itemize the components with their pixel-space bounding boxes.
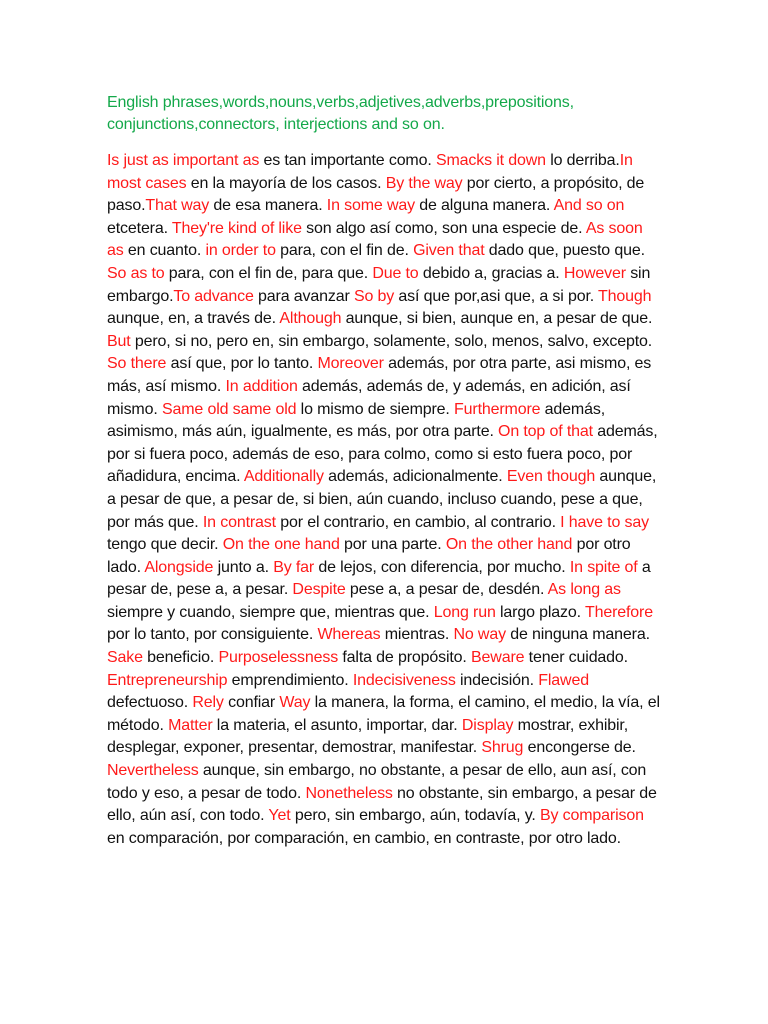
entry-translation: aunque, sin embargo, no obstante, a pesar de ello, aun así, con todo y eso, a pesar de todo.	[107, 762, 647, 802]
entry-term: Is just as important as	[107, 152, 260, 169]
entry-term: Alongside	[144, 558, 214, 576]
entry-translation: en la mayoría de los casos.	[186, 174, 386, 192]
document-body	[107, 150, 662, 850]
entry-term: Rely	[192, 694, 224, 712]
entry-term: Matter	[168, 716, 213, 734]
entry-term: Purposelessness	[218, 649, 339, 667]
entry-term: That way	[145, 197, 210, 215]
document-heading: English phrases,words,nouns,verbs,adjetives,adverbs,prepositions, conjunctions,connectors, interjections and so on.	[107, 94, 574, 133]
entry-term: Flawed	[538, 671, 589, 689]
entry-term: As long as	[547, 581, 621, 599]
entry-term: In addition	[225, 377, 298, 395]
entry-term: Yet	[268, 807, 291, 825]
entry-translation: encongerse de.	[523, 739, 636, 757]
entry-translation: son algo así como, son una especie de.	[301, 219, 586, 237]
entry-term: Beware	[471, 649, 525, 667]
entry-term: Sake	[107, 649, 143, 667]
entry-term: Display	[461, 716, 514, 734]
entry-term: Long run	[433, 603, 496, 621]
entry-translation: lo mismo de siempre.	[296, 400, 455, 418]
entry-term: In most cases	[107, 152, 633, 192]
entry-translation: en comparación, por comparación, en cambio, en contraste, por otro lado.	[107, 829, 621, 847]
entry-translation: de alguna manera.	[414, 197, 554, 215]
entry-translation: la manera, la forma, el camino, el medio, la vía, el método.	[107, 694, 660, 734]
entry-term: Additionally	[243, 468, 324, 486]
entry-translation: mostrar, exhibir, desplegar, exponer, presentar, demostrar, manifestar.	[107, 716, 629, 757]
entry-term: However	[563, 264, 626, 282]
entry-translation: aunque, en, a través de.	[107, 310, 280, 328]
entry-translation: confiar	[223, 694, 280, 712]
entry-term: So as to	[107, 264, 165, 282]
entry-translation: sin embargo.	[107, 264, 651, 305]
entry-translation: la materia, el asunto, importar, dar.	[212, 716, 462, 734]
entry-term: But	[107, 332, 131, 350]
entry-term: In some way	[326, 197, 415, 215]
entry-translation: para, con el fin de.	[275, 242, 414, 260]
entry-term: in order to	[205, 242, 276, 260]
entry-translation: para, con el fin de, para que.	[164, 264, 373, 282]
entry-translation: pero, sin embargo, aún, todavía, y.	[290, 807, 540, 825]
entry-term: Indecisiveness	[352, 671, 456, 689]
entry-translation: dado que, puesto que.	[484, 242, 645, 260]
entry-translation: por otro lado.	[107, 536, 631, 576]
entry-translation: a pesar de, pese a, a pesar.	[107, 558, 651, 599]
entry-translation: lo derriba.	[545, 152, 620, 169]
entry-term: Therefore	[584, 603, 653, 621]
entry-term: Nonetheless	[305, 784, 393, 802]
entry-term: So by	[353, 287, 395, 305]
entry-term: On the one hand	[222, 536, 340, 554]
entry-translation: es tan importante como.	[259, 152, 436, 169]
entry-term: By the way	[385, 174, 463, 192]
entry-translation: siempre y cuando, siempre que, mientras que.	[107, 603, 434, 621]
entry-term: As soon as	[107, 219, 643, 260]
entry-translation: además, adicionalmente.	[323, 468, 507, 486]
entry-translation: de esa manera.	[209, 197, 327, 215]
entry-translation: en cuanto.	[123, 242, 206, 260]
entry-term: On the other hand	[445, 536, 573, 554]
entry-translation: además, por otra parte, asi mismo, es más, así mismo.	[107, 355, 652, 395]
entry-term: Given that	[413, 242, 485, 260]
entry-term: Entrepreneurship	[107, 671, 228, 689]
entry-term: Whereas	[317, 626, 381, 644]
entry-term: In spite of	[569, 558, 638, 576]
entry-term: By far	[273, 558, 315, 576]
entry-translation: aunque, si bien, aunque en, a pesar de que.	[341, 310, 653, 328]
entry-translation: no obstante, sin embargo, a pesar de ello, aún así, con todo.	[107, 784, 657, 825]
entry-translation: por cierto, a propósito, de paso.	[107, 174, 645, 215]
entry-term: They're kind of like	[171, 219, 302, 237]
entry-translation: además, asimismo, más aún, igualmente, es más, por otra parte.	[107, 400, 606, 441]
entry-translation: aunque, a pesar de que, a pesar de, si bien, aún cuando, incluso cuando, pese a que, por más que.	[107, 468, 657, 531]
entry-translation: defectuoso.	[107, 694, 193, 712]
entry-term: Although	[279, 310, 342, 328]
entry-translation: debido a, gracias a.	[418, 264, 564, 282]
entry-term: Even though	[506, 468, 596, 486]
entry-translation: para avanzar	[253, 287, 354, 305]
entry-translation: junto a.	[213, 558, 274, 576]
entry-term: Despite	[292, 581, 346, 599]
entry-translation: así que por,asi que, a si por.	[394, 287, 599, 305]
entry-translation: pero, si no, pero en, sin embargo, solamente, solo, menos, salvo, excepto.	[130, 332, 653, 350]
entry-term: Due to	[372, 264, 419, 282]
entry-translation: pese a, a pesar de, desdén.	[345, 581, 548, 599]
entry-translation: emprendimiento.	[227, 671, 353, 689]
entry-translation: de ninguna manera.	[505, 626, 650, 644]
entry-translation: beneficio.	[142, 649, 219, 667]
entry-translation: así que, por lo tanto.	[166, 355, 318, 373]
entry-term: Furthermore	[454, 400, 541, 418]
entry-term: I have to say	[560, 513, 649, 531]
entry-translation: de lejos, con diferencia, por mucho.	[314, 558, 570, 576]
entry-translation: además, además de, y además, en adición, así mismo.	[107, 377, 631, 418]
entry-term: Same old same old	[161, 400, 297, 418]
entry-term: And so on	[553, 197, 625, 215]
entry-term: Nevertheless	[107, 762, 199, 780]
entry-translation: mientras.	[380, 626, 454, 644]
entry-term: No way	[453, 626, 506, 644]
entry-translation: tengo que decir.	[107, 536, 223, 554]
entry-translation: falta de propósito.	[338, 649, 472, 667]
entry-translation: por lo tanto, por consiguiente.	[107, 626, 318, 644]
entry-term: Shrug	[481, 739, 524, 757]
entry-term: On top of that	[498, 423, 593, 441]
entry-translation: por una parte.	[339, 536, 446, 554]
entry-translation: por el contrario, en cambio, al contrario.	[275, 513, 561, 531]
entry-term: Smacks it down	[435, 152, 546, 169]
entry-term: By comparison	[539, 807, 644, 825]
entry-term: Though	[598, 287, 652, 305]
entry-term: So there	[107, 355, 167, 373]
entry-term: In contrast	[202, 513, 276, 531]
entry-translation: además, por si fuera poco, además de eso, para colmo, como si esto fuera poco, por añadidura, encima.	[107, 423, 658, 486]
entry-term: To advance	[173, 287, 254, 305]
entry-translation: indecisión.	[455, 671, 539, 689]
entry-term: Moreover	[317, 355, 384, 373]
entry-translation: tener cuidado.	[524, 649, 628, 667]
entry-term: Way	[279, 694, 311, 712]
entry-translation: etcetera.	[107, 219, 172, 237]
entry-translation: largo plazo.	[495, 603, 585, 621]
document-page	[107, 92, 662, 850]
